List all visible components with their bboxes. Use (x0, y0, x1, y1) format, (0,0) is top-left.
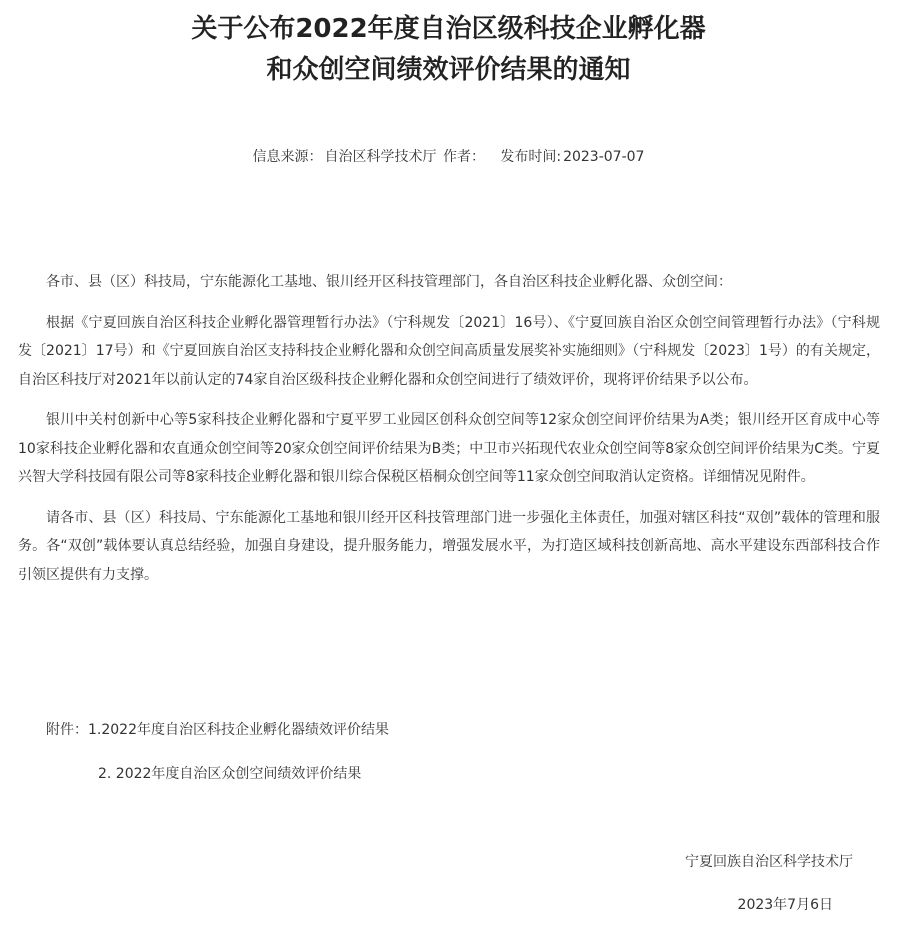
date-label: 发布时间: (500, 149, 562, 165)
article-meta (0, 144, 897, 170)
document-title-line-2: 和众创空间绩效评价结果的通知 (266, 55, 631, 85)
attachment-line-1 (46, 716, 389, 744)
salutation: 各市、县（区）科技局，宁东能源化工基地、银川经开区科技管理部门，各自治区科技企业孵化器、众创空间： (46, 274, 732, 290)
document-title-line-1: 关于公布2022年度自治区级科技企业孵化器 (191, 14, 706, 44)
date-value: 2023-07-07 (563, 149, 645, 165)
attachment-line-2 (98, 760, 361, 788)
paragraph-results: 银川中关村创新中心等5家科技企业孵化器和宁夏平罗工业园区创科众创空间等12家众创空间评价结果为A类；银川经开区育成中心等10家科技企业孵化器和农直通众创空间等20家众创空间评价结果为B类；中卫市兴拓现代农业众创空间等8家众创空间评价结果为C类。宁夏兴智大学科技园有限公司等8家科技企业孵化器和银川综合保税区梧桐众创空间等11家众创空间取消认定资格。详细情况见附件。 (18, 412, 880, 485)
notice-body (18, 268, 880, 601)
attachment-link-2[interactable]: 2. 2022年度自治区众创空间绩效评价结果 (98, 766, 362, 782)
signature-date: 2023年7月6日 (737, 897, 833, 913)
paragraph-basis: 根据《宁夏回族自治区科技企业孵化器管理暂行办法》（宁科规发〔2021〕16号）、《宁夏回族自治区众创空间管理暂行办法》（宁科规发〔2021〕17号）和《宁夏回族自治区支持科技企业孵化器和众创空间高质量发展奖补实施细则》（宁科规发〔2023〕1号）的有关规定，自治区科技厅对2021年以前认定的74家自治区级科技企业孵化器和众创空间进行了绩效评价，现将评价结果予以公布。 (18, 314, 880, 388)
paragraph-requirements: 请各市、县（区）科技局、宁东能源化工基地和银川经开区科技管理部门进一步强化主体责任，加强对辖区科技“双创”载体的管理和服务。各“双创”载体要认真总结经验，加强自身建设，提升服务能力，增强发展水平，为打造区域科技创新高地、高水平建设东西部科技合作引领区提供有力支撑。 (18, 509, 880, 583)
source-label: 信息来源： (252, 149, 323, 165)
source-value: 自治区科学技术厅 (324, 149, 437, 165)
attachment-link-1[interactable]: 1.2022年度自治区科技企业孵化器绩效评价结果 (88, 722, 389, 738)
author-label: 作者： (443, 149, 485, 165)
attachments-label: 附件： (46, 722, 88, 738)
signature-organization: 宁夏回族自治区科学技术厅 (685, 854, 853, 870)
